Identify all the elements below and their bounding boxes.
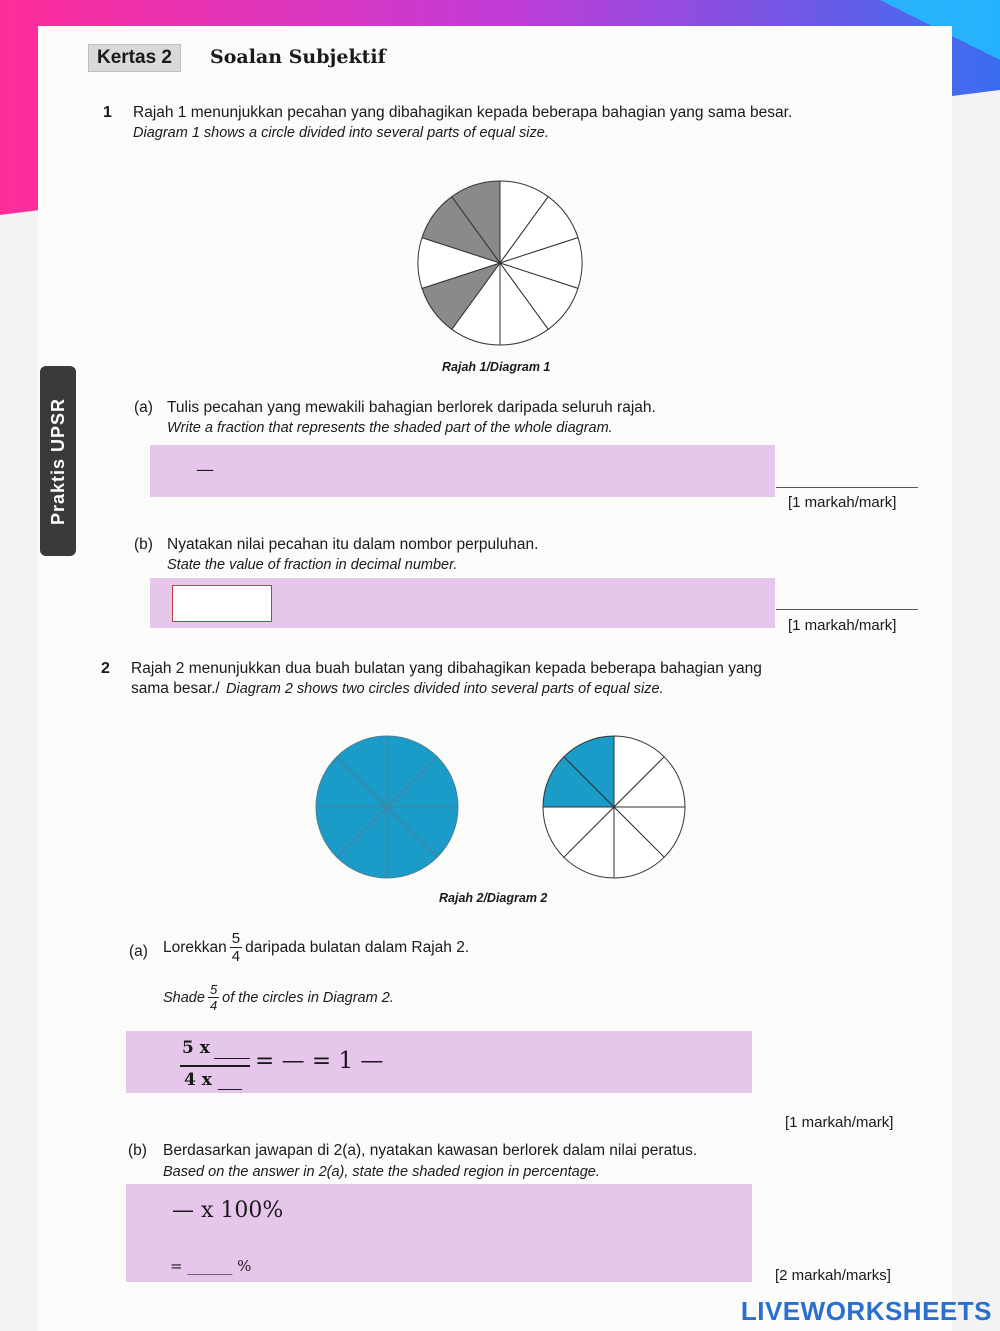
question-2b-mark: [2 markah/marks] (775, 1267, 891, 1284)
fraction-numerator: 5 (231, 930, 241, 947)
question-2a-text-en-post: of the circles in Diagram 2. (222, 989, 394, 1006)
question-2-stem-ms-line2: sama besar./ (131, 680, 220, 697)
answer-line-1a (776, 487, 918, 488)
work-2b-line2: = ______ % (170, 1257, 252, 1275)
question-2a-mark: [1 markah/mark] (785, 1114, 894, 1131)
question-1a-text-ms: Tulis pecahan yang mewakili bahagian berlorek daripada seluruh rajah. (167, 399, 656, 416)
question-2-stem-ms-line1: Rajah 2 menunjukkan dua buah bulatan yang dibahagikan kepada beberapa bahagian yang (131, 660, 762, 677)
diagram-1-caption: Rajah 1/Diagram 1 (442, 360, 551, 374)
section-title: Soalan Subjektif (210, 46, 386, 68)
question-1-stem-en: Diagram 1 shows a circle divided into several parts of equal size. (133, 125, 549, 141)
fraction-denominator-en: 4 (209, 998, 218, 1013)
question-1a-label: (a) (134, 399, 153, 416)
question-1b-mark: [1 markah/mark] (788, 617, 897, 634)
question-2b-text-ms: Berdasarkan jawapan di 2(a), nyatakan kawasan berlorek dalam nilai peratus. (163, 1142, 698, 1159)
work-2a-fraction-bar (180, 1065, 250, 1067)
answer-1b-input[interactable] (172, 585, 272, 622)
work-2a-denominator: 4 x (184, 1070, 212, 1090)
fraction-5-4 (230, 931, 242, 964)
paper-tag: Kertas 2 (88, 44, 181, 72)
work-2a-denominator-blank (218, 1089, 242, 1090)
question-2b-text-en: Based on the answer in 2(a), state the shaded region in percentage. (163, 1164, 600, 1180)
diagram-2-caption: Rajah 2/Diagram 2 (439, 891, 548, 905)
question-2a-text-ms-pre: Lorekkan (163, 938, 227, 956)
question-1b-label: (b) (134, 536, 153, 553)
question-2a-text-ms (163, 931, 469, 964)
work-2b-line1: — x 100% (172, 1198, 284, 1223)
diagram-2-circle-right (541, 734, 687, 880)
question-1a-mark: [1 markah/mark] (788, 494, 897, 511)
question-2-number: 2 (101, 660, 110, 677)
question-2-stem-en: Diagram 2 shows two circles divided into several parts of equal size. (226, 681, 664, 697)
question-1b-text-ms: Nyatakan nilai pecahan itu dalam nombor perpuluhan. (167, 536, 539, 553)
work-2a-result: = — = 1 — (255, 1048, 384, 1074)
work-2a-numerator: 5 x (182, 1038, 210, 1058)
question-1b-text-en: State the value of fraction in decimal number. (167, 557, 458, 573)
question-2a-label: (a) (129, 943, 148, 960)
fraction-5-4-en (208, 983, 219, 1012)
question-1-number: 1 (103, 104, 112, 121)
work-2a-numerator-blank (214, 1058, 250, 1059)
liveworksheets-logo: LIVEWORKSHEETS (740, 1296, 992, 1326)
question-2a-text-ms-post: daripada bulatan dalam Rajah 2. (245, 938, 470, 956)
question-1a-text-en: Write a fraction that represents the shaded part of the whole diagram. (167, 420, 613, 436)
diagram-1-circle (415, 178, 585, 348)
question-2a-text-en (163, 983, 394, 1012)
question-1-stem-ms: Rajah 1 menunjukkan pecahan yang dibahagikan kepada beberapa bahagian yang sama besar. (133, 104, 793, 121)
fraction-denominator: 4 (231, 948, 241, 965)
question-2a-text-en-pre: Shade (163, 989, 205, 1006)
answer-line-1b (776, 609, 918, 610)
answer-1a-fraction-bar: — (196, 459, 214, 480)
answer-1a-area[interactable] (150, 445, 775, 497)
diagram-2-circle-left (314, 734, 460, 880)
fraction-numerator-en: 5 (209, 982, 218, 997)
answer-2a-area[interactable] (126, 1031, 752, 1093)
side-tab-label: Praktis UPSR (48, 397, 68, 525)
question-2b-label: (b) (128, 1142, 147, 1159)
